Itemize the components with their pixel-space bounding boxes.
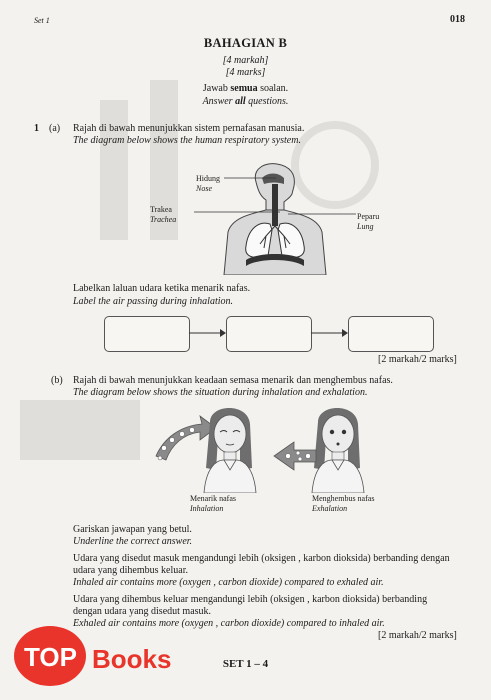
answer-box-3[interactable] xyxy=(348,316,434,352)
lung-label-en: Lung xyxy=(357,222,374,231)
marks-en: [4 marks] xyxy=(225,67,266,78)
nose-label-en: Nose xyxy=(196,184,212,193)
lung-label-ms: Peparu xyxy=(357,212,380,221)
nose-label-ms: Hidung xyxy=(196,174,220,183)
instruction-en: Answer all questions. xyxy=(202,96,289,107)
part-a-task-ms: Labelkan laluan udara ketika menarik nafas. xyxy=(73,283,251,294)
statement-1-en: Inhaled air contains more (oxygen , carbon dioxide) compared to exhaled air. xyxy=(73,577,384,588)
inhale-label-ms: Menarik nafas xyxy=(190,494,236,503)
page-number: 018 xyxy=(450,14,465,25)
trachea-label-en: Trachea xyxy=(150,215,177,224)
instruction-ms: Jawab semua soalan. xyxy=(202,83,289,94)
question-number: 1 xyxy=(34,123,39,134)
exhalation-illustration xyxy=(270,398,380,493)
statement-2-ms-line2: dengan udara yang disedut masuk. xyxy=(73,606,212,617)
part-b-text-ms: Rajah di bawah menunjukkan keadaan semasa menarik dan menghembus nafas. xyxy=(73,375,393,386)
part-a-text-ms: Rajah di bawah menunjukkan sistem pernafasan manusia. xyxy=(73,123,305,134)
inhale-label-en: Inhalation xyxy=(190,504,224,513)
part-a-label: (a) xyxy=(49,123,61,134)
inhalation-illustration xyxy=(150,398,260,493)
part-b-text-en: The diagram below shows the situation during inhalation and exhalation. xyxy=(73,387,368,398)
part-b-instr-en: Underline the correct answer. xyxy=(73,536,193,547)
part-a-text-en: The diagram below shows the human respiratory system. xyxy=(73,135,301,146)
part-b-instr-ms: Gariskan jawapan yang betul. xyxy=(73,524,192,535)
exhale-label-ms: Menghembus nafas xyxy=(312,494,375,503)
marks-ms: [4 markah] xyxy=(222,55,269,66)
page-footer-code: SET 1 – 4 xyxy=(222,658,269,670)
flow-arrows xyxy=(188,326,350,340)
statement-1-ms-line2: udara yang dihembus keluar. xyxy=(73,565,188,576)
part-a-task-en: Label the air passing during inhalation. xyxy=(73,296,234,307)
part-b-marks: [2 markah/2 marks] xyxy=(378,630,457,641)
set-label: Set 1 xyxy=(34,16,50,25)
topbooks-logo xyxy=(12,614,222,694)
section-title: BAHAGIAN B xyxy=(203,36,288,50)
statement-1-ms-line1: Udara yang disedut masuk mengandungi lebih (oksigen , karbon dioksida) berbanding dengan xyxy=(73,553,450,564)
statement-2-en: Exhaled air contains more (oxygen , carbon dioxide) compared to inhaled air. xyxy=(73,618,385,629)
answer-box-1[interactable] xyxy=(104,316,190,352)
trachea-label-ms: Trakea xyxy=(150,205,172,214)
part-b-label: (b) xyxy=(51,375,63,386)
statement-2-ms-line1: Udara yang dihembus keluar mengandungi lebih (oksigen , karbon dioksida) berbanding xyxy=(73,594,428,605)
svg-text:TOP: TOP xyxy=(24,642,77,672)
part-a-marks: [2 markah/2 marks] xyxy=(378,354,457,365)
exhale-label-en: Exhalation xyxy=(312,504,348,513)
topbooks-logo-graphic xyxy=(12,614,222,694)
svg-text:Books: Books xyxy=(92,644,172,674)
